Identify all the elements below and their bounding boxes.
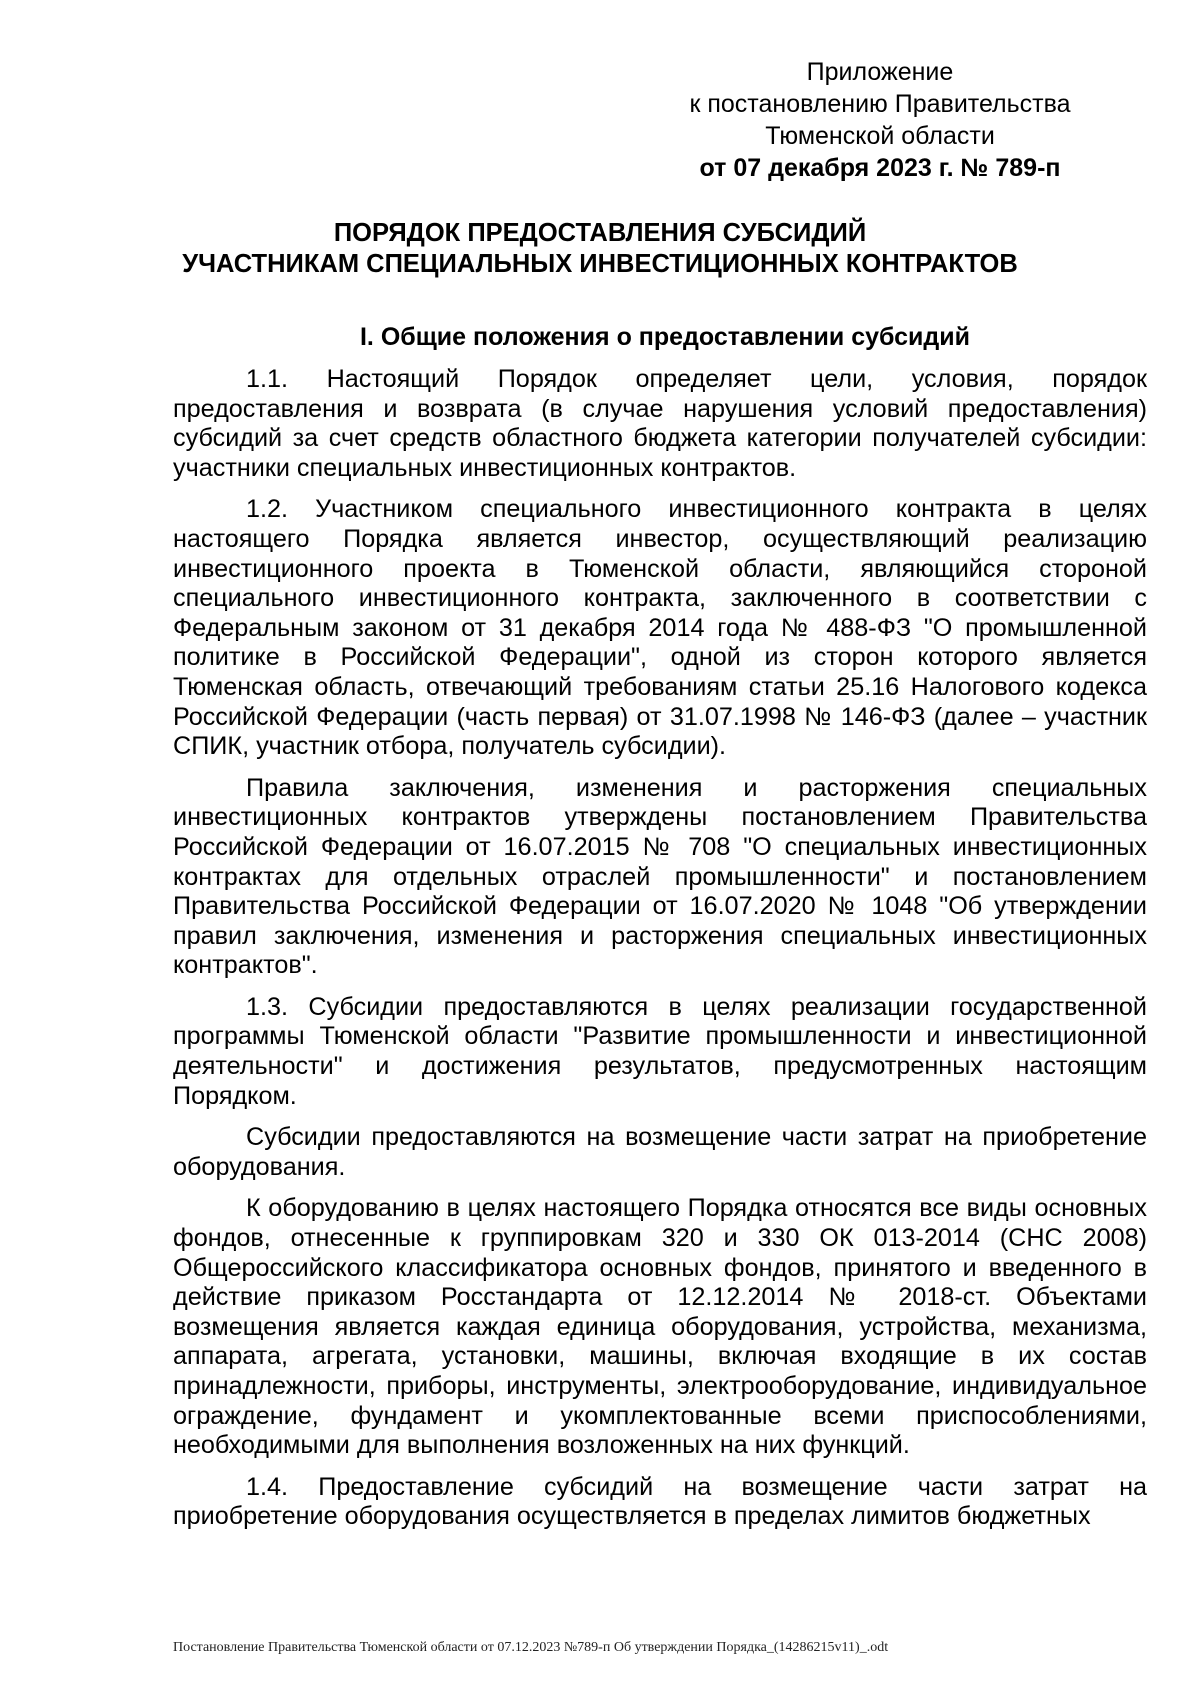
document-title — [0, 218, 1200, 280]
appendix-label: Приложение — [806, 58, 954, 86]
document-body — [173, 365, 1147, 1544]
section-heading: I. Общие положения о предоставлении субсидий — [359, 323, 970, 351]
paragraph-rules: Правила заключения, изменения и расторжения специальных инвестиционных контрактов утверждены постановлением Правительства Российской Федерации от 16.07.2015 № 708 "О специальных инвестиционных контрактах для отдельных отраслей промышленности" и постановлением Правительства Российской Федерации от 16.07.2020 № 1048 "Об утверждении правил заключения, изменения и расторжения специальных инвестиционных контрактов". — [173, 773, 1147, 980]
paragraph-1-1: 1.1. Настоящий Порядок определяет цели, условия, порядок предоставления и возврата (в случае нарушения условий предоставления) субсидий за счет средств областного бюджета категории получателей субсидии: участники специальных инвестиционных контрактов. — [173, 365, 1147, 482]
appendix-resolution-line: к постановлению Правительства — [689, 90, 1071, 118]
page-footer: Постановление Правительства Тюменской области от 07.12.2023 №789-п Об утверждении Порядка_(14286215v11)_.odt — [173, 1640, 889, 1655]
appendix-region-line: Тюменской области — [765, 122, 995, 150]
paragraph-equipment: К оборудованию в целях настоящего Порядка относятся все виды основных фондов, отнесенные к группировкам 320 и 330 ОК 013-2014 (СНС 2008) Общероссийского классификатора основных фондов, принятого и введенного в действие приказом Росстандарта от 12.12.2014 № 2018-ст. Объектами возмещения является каждая единица оборудования, устройства, механизма, аппарата, агрегата, установки, машины, включая входящие в их состав принадлежности, приборы, инструменты, электрооборудование, индивидуальное ограждение, фундамент и укомплектованные всеми приспособлениями, необходимыми для выполнения возложенных на них функций. — [173, 1194, 1147, 1460]
title-line-2: УЧАСТНИКАМ СПЕЦИАЛЬНЫХ ИНВЕСТИЦИОННЫХ КОНТРАКТОВ — [182, 250, 1018, 278]
paragraph-1-2: 1.2. Участником специального инвестиционного контракта в целях настоящего Порядка является инвестор, осуществляющий реализацию инвестиционного проекта в Тюменской области, являющийся стороной специального инвестиционного контракта, заключенного в соответствии с Федеральным законом от 31 декабря 2014 года № 488-ФЗ "О промышленной политике в Российской Федерации", одной из сторон которого является Тюменская область, отвечающий требованиям статьи 25.16 Налогового кодекса Российской Федерации (часть первая) от 31.07.1998 № 146-ФЗ (далее – участник СПИК, участник отбора, получатель субсидии). — [173, 495, 1147, 761]
paragraph-1-4: 1.4. Предоставление субсидий на возмещение части затрат на приобретение оборудования осуществляется в пределах лимитов бюджетных — [173, 1472, 1147, 1531]
appendix-date-number: от 07 декабря 2023 г. № 789-п — [699, 154, 1061, 182]
title-line-1: ПОРЯДОК ПРЕДОСТАВЛЕНИЯ СУБСИДИЙ — [333, 219, 867, 247]
paragraph-subsidy-purpose: Субсидии предоставляются на возмещение части затрат на приобретение оборудования. — [173, 1123, 1147, 1181]
paragraph-1-3: 1.3. Субсидии предоставляются в целях реализации государственной программы Тюменской области "Развитие промышленности и инвестиционной деятельности" и достижения результатов, предусмотренных настоящим Порядком. — [173, 992, 1147, 1110]
appendix-header — [640, 56, 1120, 184]
